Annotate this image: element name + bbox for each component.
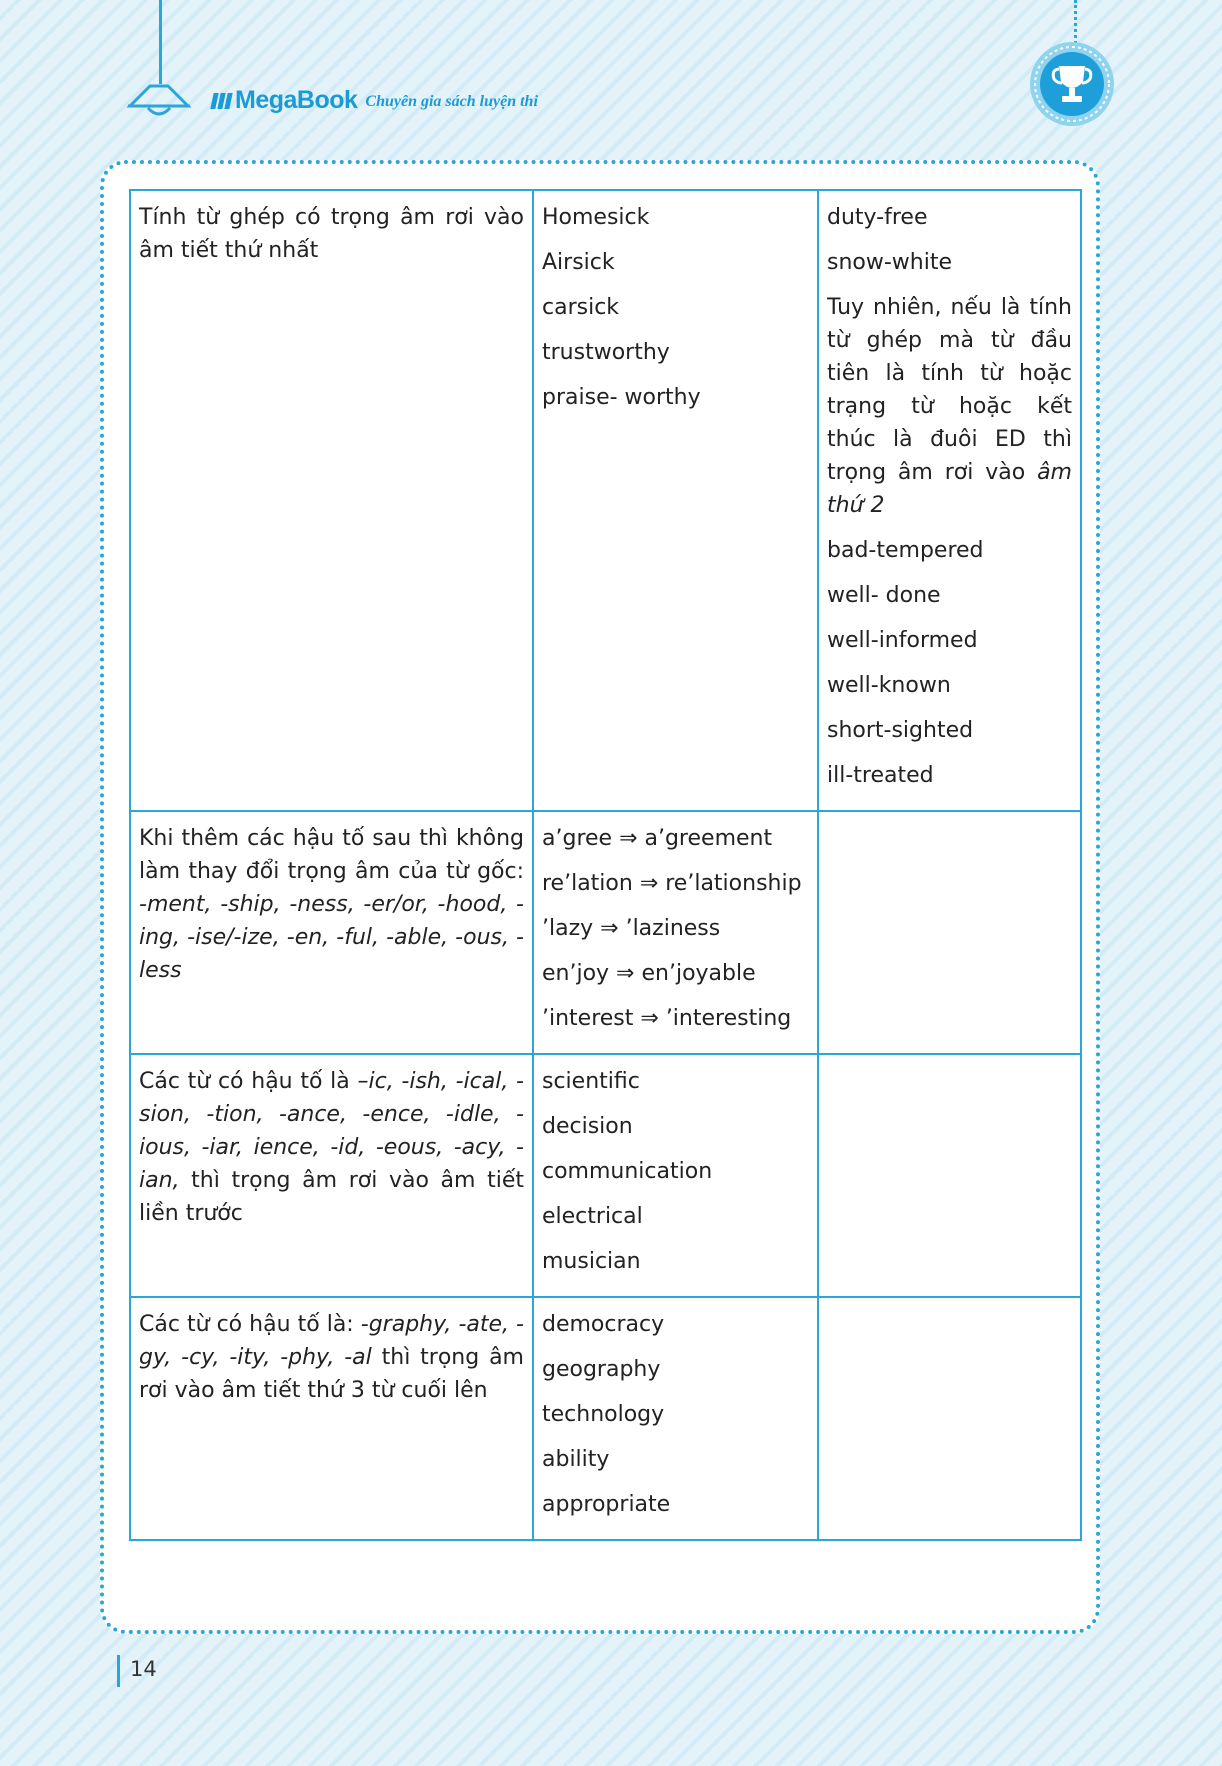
examples-cell [533, 190, 818, 811]
example-word: electrical [542, 1204, 643, 1229]
example-word: a’gree ⇒ a’greement [542, 826, 773, 851]
exception-note-emphasis: âm thứ 2 [827, 460, 1072, 518]
exception-word: ill-treated [827, 763, 934, 788]
exception-word: well-known [827, 673, 951, 698]
hanging-lamp-icon [126, 82, 192, 120]
brand-tagline: Chuyên gia sách luyện thi [365, 92, 538, 110]
rule-cell [130, 1297, 533, 1540]
rule-text-main: Các từ có hậu tố là: [139, 1312, 361, 1337]
exceptions-cell [818, 190, 1081, 811]
rule-text [139, 1065, 524, 1230]
table-row [130, 1054, 1081, 1297]
brand-name: MegaBook [235, 86, 358, 114]
examples-cell [533, 1054, 818, 1297]
lamp-cord [159, 0, 162, 84]
megabook-logo-icon [212, 93, 231, 109]
exceptions-cell [818, 1054, 1081, 1297]
example-word: musician [542, 1249, 641, 1274]
rule-text-main: Khi thêm các hậu tố sau thì không làm thay đổi trọng âm của từ gốc: [139, 826, 524, 884]
example-word: decision [542, 1114, 633, 1139]
example-word: geography [542, 1357, 661, 1382]
rule-text-end: thì trọng âm rơi vào âm tiết thứ 3 từ cuối lên [139, 1345, 524, 1403]
exceptions-cell [818, 1297, 1081, 1540]
example-word: communication [542, 1159, 713, 1184]
exception-word: bad-tempered [827, 538, 984, 563]
exception-note-text: Tuy nhiên, nếu là tính từ ghép mà từ đầu tiên là tính từ hoặc trạng từ hoặc kết thúc là đuôi ED thì trọng âm rơi vào [827, 295, 1072, 485]
exception-note [827, 291, 1072, 522]
rule-suffixes: –ic, -ish, -ical, -sion, -tion, -ance, -ence, -idle, -ious, -iar, ience, -id, -eous, -acy, -ian, [139, 1069, 524, 1193]
rule-cell [130, 190, 533, 811]
rule-cell [130, 1054, 533, 1297]
example-word: Homesick [542, 205, 650, 230]
page-number-bar [117, 1655, 120, 1687]
rule-cell [130, 811, 533, 1054]
example-word: ’interest ⇒ ’interesting [542, 1006, 792, 1031]
exception-word: short-sighted [827, 718, 974, 743]
example-word: ability [542, 1447, 610, 1472]
example-word: scientific [542, 1069, 640, 1094]
example-word: trustworthy [542, 340, 670, 365]
rule-text [139, 822, 524, 987]
examples-cell [533, 1297, 818, 1540]
exception-word: well-informed [827, 628, 978, 653]
example-word: democracy [542, 1312, 665, 1337]
page-number: 14 [130, 1657, 157, 1681]
example-word: carsick [542, 295, 620, 320]
exception-word: snow-white [827, 250, 953, 275]
stress-rules-table [129, 189, 1082, 1541]
rule-suffixes: -ment, -ship, -ness, -er/or, -hood, -ing, -ise/-ize, -en, -ful, -able, -ous, -less [139, 892, 524, 983]
exceptions-cell [818, 811, 1081, 1054]
table-row [130, 190, 1081, 811]
exception-word: well- done [827, 583, 941, 608]
brand-header [212, 86, 538, 115]
example-word: technology [542, 1402, 665, 1427]
example-word: en’joy ⇒ en’joyable [542, 961, 756, 986]
example-word: ’lazy ⇒ ’laziness [542, 916, 721, 941]
rule-suffixes: -graphy, -ate, -gy, -cy, -ity, -phy, -al [139, 1312, 524, 1370]
rule-text-main: Các từ có hậu tố là [139, 1069, 358, 1094]
rule-text [139, 1308, 524, 1407]
example-word: praise- worthy [542, 385, 701, 410]
table-row [130, 811, 1081, 1054]
exception-word: duty-free [827, 205, 928, 230]
example-word: appropriate [542, 1492, 671, 1517]
rule-text: Tính từ ghép có trọng âm rơi vào âm tiết thứ nhất [139, 205, 524, 263]
table-row [130, 1297, 1081, 1540]
example-word: re’lation ⇒ re’lationship [542, 871, 802, 896]
example-word: Airsick [542, 250, 615, 275]
trophy-badge-icon [1028, 40, 1116, 128]
examples-cell [533, 811, 818, 1054]
rule-text-end: thì trọng âm rơi vào âm tiết liền trước [139, 1168, 524, 1226]
